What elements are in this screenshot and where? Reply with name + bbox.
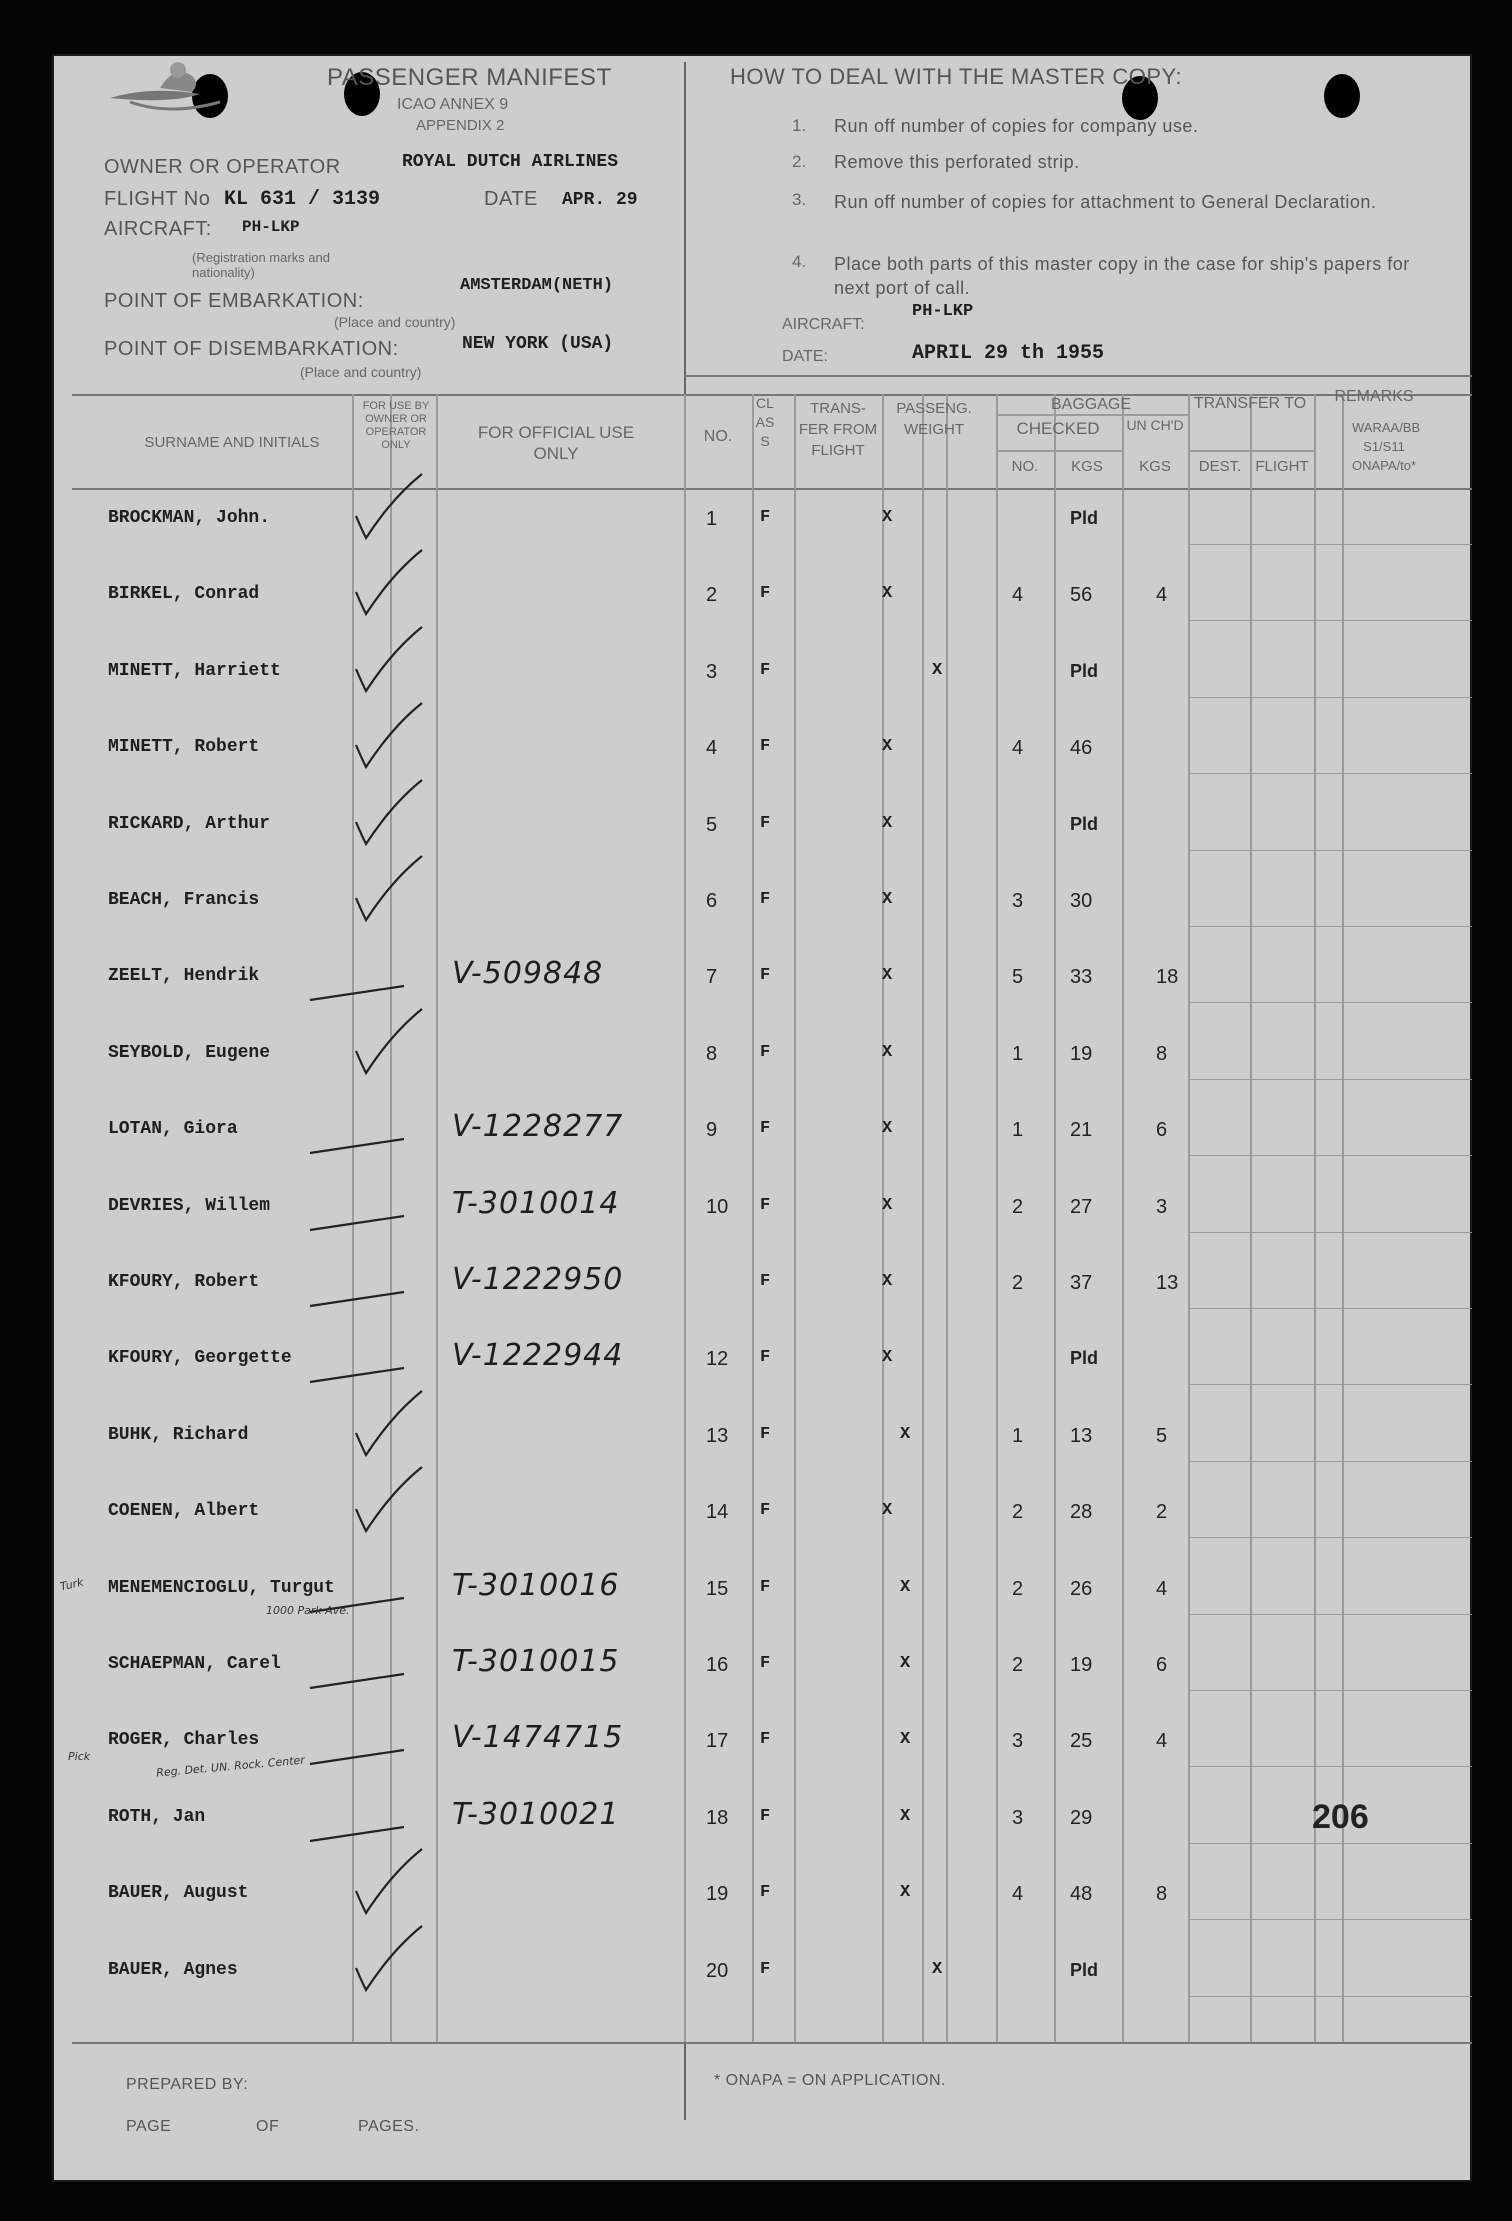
bag-kgs: 26 [1070,1578,1093,1600]
grid-column-line [946,394,948,2042]
seat-number: 15 [706,1578,729,1600]
instruction-number: 4. [792,252,807,271]
grid-column-line [882,394,884,2042]
bag-count: 3 [1012,890,1024,912]
disembark-note: (Place and country) [300,364,422,380]
bag-kgs: 19 [1070,1043,1093,1065]
instruction-text: Remove this perforated strip. [834,152,1080,172]
check-mark-icon [352,468,472,548]
grid-column-line [684,394,686,2042]
official-use-number: V-1222950 [452,1262,624,1297]
passenger-name: MINETT, Harriett [108,661,281,681]
weight-mark: X [900,1730,911,1749]
passenger-name: ROTH, Jan [108,1807,206,1827]
check-mark-icon [308,1089,428,1169]
row-rule [1188,1537,1472,1538]
klm-crest-logo [100,58,240,128]
seat-number: 6 [706,890,718,912]
col-baggage: BAGGAGE [1050,396,1132,413]
class-code: F [760,1960,771,1979]
seat-number: 1 [706,508,718,530]
class-code: F [760,1730,771,1749]
seat-number: 13 [706,1425,729,1447]
row-rule [1188,1232,1472,1233]
seat-number: 4 [706,737,718,759]
class-code: F [760,1348,771,1367]
seat-number: 17 [706,1730,729,1752]
passenger-name: BEACH, Francis [108,890,260,910]
row-rule [1188,850,1472,851]
class-code: F [760,966,771,985]
row-rule [1188,697,1472,698]
bag-count: 1 [1012,1043,1024,1065]
bag-count: 5 [1012,966,1024,988]
instr-date-label: DATE: [782,348,828,365]
col-official: FOR OFFICIAL USE ONLY [477,423,635,463]
passenger-name: DEVRIES, Willem [108,1196,271,1216]
bag-count: 2 [1012,1272,1024,1294]
bag-kgs: 46 [1070,737,1093,759]
official-use-number: V-1222944 [452,1338,624,1373]
passenger-name: ZEELT, Hendrik [108,966,260,986]
class-code: F [760,661,771,680]
bag-kgs: 33 [1070,966,1093,988]
embark-label: POINT OF EMBARKATION: [104,290,364,312]
check-mark-icon [352,544,472,624]
prepared-by-label: PREPARED BY: [126,2076,249,2093]
grid-subheader-line [1188,450,1314,452]
passenger-name: ROGER, Charles [108,1730,260,1750]
grid-subheader-line [996,450,1122,452]
official-use-number: V-1228277 [452,1109,624,1144]
col-surname: SURNAME AND INITIALS [144,434,320,451]
row-rule [1188,1614,1472,1615]
col-transfer-from: TRANS-FER FROM FLIGHT [798,400,878,459]
check-mark-icon [308,1242,428,1322]
unchecked-kgs: 6 [1156,1119,1168,1141]
margin-note-park: 1000 Park Ave. [266,1604,350,1617]
seat-number: 10 [706,1196,729,1218]
date-value: APR. 29 [562,190,638,210]
flight-value: KL 631 / 3139 [224,188,381,211]
official-use-number: T-3010015 [452,1644,620,1679]
passenger-name: BAUER, August [108,1883,249,1903]
grid-column-line [922,394,924,2042]
weight-mark: X [900,1654,911,1673]
disembark-label: POINT OF DISEMBARKATION: [104,338,399,360]
passenger-name: COENEN, Albert [108,1501,260,1521]
weight-mark: X [932,1960,943,1979]
passenger-name: BROCKMAN, John. [108,508,271,528]
passenger-name: MENEMENCIOGLU, Turgut [108,1578,335,1598]
bag-kgs: Pld [1070,814,1099,834]
passenger-name: SCHAEPMAN, Carel [108,1654,281,1674]
bag-count: 3 [1012,1730,1024,1752]
class-code: F [760,1654,771,1673]
col-kgs: KGS [1071,458,1103,475]
col-no: NO. [703,428,733,445]
seat-number: 3 [706,661,718,683]
check-mark-icon [352,1920,472,2000]
seat-number: 8 [706,1043,718,1065]
row-rule [1188,773,1472,774]
row-rule [1188,1155,1472,1156]
weight-mark: X [882,1501,893,1520]
grid-column-line [794,394,796,2042]
unchecked-kgs: 13 [1156,1272,1179,1294]
bag-kgs: Pld [1070,1348,1099,1368]
bag-kgs: 21 [1070,1119,1093,1141]
col-remarks: REMARKS [1334,388,1414,405]
weight-mark: X [882,584,893,603]
passenger-name: BAUER, Agnes [108,1960,238,1980]
flight-label: FLIGHT No [104,188,211,210]
grid-column-line [996,394,998,2042]
margin-note-turk: Turk [58,1575,85,1594]
owner-label: OWNER OR OPERATOR [104,156,341,178]
seat-number: 20 [706,1960,729,1982]
bag-kgs: 28 [1070,1501,1093,1523]
passenger-name: MINETT, Robert [108,737,260,757]
bag-count: 2 [1012,1196,1024,1218]
embark-note: (Place and country) [334,314,456,330]
pages-label: PAGES. [358,2118,420,2135]
official-use-number: T-3010014 [452,1186,620,1221]
col-passenger-weight: PASSENG. WEIGHT [896,400,972,438]
annex-label: ICAO ANNEX 9 [397,96,509,113]
passenger-name: BIRKEL, Conrad [108,584,260,604]
instruction-text: Run off number of copies for attachment to General Declaration. [834,192,1377,212]
class-code: F [760,1272,771,1291]
table-header-rule [72,488,1472,490]
passenger-name: KFOURY, Georgette [108,1348,292,1368]
class-code: F [760,1501,771,1520]
bag-kgs: 30 [1070,890,1093,912]
check-mark-icon [308,1166,428,1246]
row-rule [1188,926,1472,927]
bag-kgs: Pld [1070,1960,1099,1980]
check-mark-icon [308,1700,428,1780]
class-code: F [760,737,771,756]
embark-value: AMSTERDAM(NETH) [460,276,614,295]
grid-column-line [1054,394,1056,2042]
disembark-value: NEW YORK (USA) [462,334,614,354]
unchecked-kgs: 8 [1156,1043,1168,1065]
bag-count: 2 [1012,1654,1024,1676]
bag-kgs: 37 [1070,1272,1093,1294]
passenger-name: KFOURY, Robert [108,1272,260,1292]
bag-count: 1 [1012,1119,1024,1141]
class-code: F [760,1196,771,1215]
check-mark-icon [352,774,472,854]
aircraft-value: PH-LKP [242,218,300,236]
seat-number: 5 [706,814,718,836]
col-for-use: FOR USE BY OWNER OR OPERATOR ONLY [362,400,430,451]
class-code: F [760,1043,771,1062]
header-rule [684,375,1472,377]
instruction-number: 2. [792,152,807,171]
grid-column-line [1188,394,1190,2042]
official-use-number: T-3010016 [452,1568,620,1603]
seat-number: 14 [706,1501,729,1523]
bag-count: 1 [1012,1425,1024,1447]
row-rule [1188,1996,1472,1997]
weight-mark: X [882,1272,893,1291]
col-unchd: UN CH'D [1126,417,1184,433]
row-rule [1188,1919,1472,1920]
seat-number: 16 [706,1654,729,1676]
class-code: F [760,1119,771,1138]
col-remarks-sub: WARAA/BB S1/S11 ONAPA/to* [1352,420,1421,473]
check-mark-icon [352,1461,472,1541]
class-code: F [760,1883,771,1902]
official-use-number: V-509848 [452,956,604,991]
row-rule [1188,1384,1472,1385]
registration-note: (Registration marks and nationality) [192,250,330,280]
appendix-label: APPENDIX 2 [416,117,505,134]
bag-kgs: 56 [1070,584,1093,606]
bag-count: 4 [1012,1883,1024,1905]
instr-aircraft-value: PH-LKP [912,302,974,321]
grid-column-line [1314,394,1316,2042]
unchecked-kgs: 18 [1156,966,1179,988]
class-code: F [760,1578,771,1597]
weight-mark: X [882,1196,893,1215]
weight-mark: X [882,966,893,985]
grid-column-line [1342,394,1344,2042]
unchecked-kgs: 5 [1156,1425,1168,1447]
weight-mark: X [900,1425,911,1444]
unchecked-kgs: 4 [1156,1578,1168,1600]
remarks-number: 206 [1312,1798,1369,1836]
bag-count: 2 [1012,1578,1024,1600]
margin-note-roger: Reg. Det. UN. Rock. Center [155,1753,306,1780]
col-kgs2: KGS [1139,458,1171,475]
weight-mark: X [882,737,893,756]
bag-kgs: 27 [1070,1196,1093,1218]
weight-mark: X [900,1807,911,1826]
unchecked-kgs: 2 [1156,1501,1168,1523]
weight-mark: X [882,890,893,909]
punch-hole [1324,74,1360,118]
row-rule [1188,1308,1472,1309]
passenger-name: RICKARD, Arthur [108,814,271,834]
class-code: F [760,890,771,909]
check-mark-icon [308,1624,428,1704]
page-label: PAGE [126,2118,172,2135]
instructions-title: HOW TO DEAL WITH THE MASTER COPY: [730,64,1183,89]
date-label: DATE [484,188,538,210]
seat-number: 7 [706,966,718,988]
check-mark-icon [352,1385,472,1465]
manifest-sheet [52,54,1472,2182]
class-code: F [760,1425,771,1444]
class-code: F [760,584,771,603]
col-checked: CHECKED [1016,419,1100,438]
instr-date-value: APRIL 29 th 1955 [912,342,1105,365]
grid-column-line [1122,394,1124,2042]
row-rule [1188,620,1472,621]
bag-count: 3 [1012,1807,1024,1829]
grid-column-line [752,394,754,2042]
bag-count: 4 [1012,737,1024,759]
of-label: OF [256,2118,280,2135]
weight-mark: X [900,1883,911,1902]
passenger-name: BUHK, Richard [108,1425,249,1445]
instruction-number: 1. [792,116,807,135]
manifest-title: PASSENGER MANIFEST [327,64,612,91]
unchecked-kgs: 6 [1156,1654,1168,1676]
bag-kgs: 29 [1070,1807,1093,1829]
seat-number: 2 [706,584,718,606]
bag-count: 4 [1012,584,1024,606]
col-class: CLASS [755,395,775,449]
passenger-name: SEYBOLD, Eugene [108,1043,271,1063]
seat-number: 12 [706,1348,729,1370]
unchecked-kgs: 4 [1156,584,1168,606]
official-use-number: T-3010021 [452,1797,620,1832]
weight-mark: X [932,661,943,680]
grid-column-line [1250,394,1252,2042]
check-mark-icon [352,697,472,777]
seat-number: 18 [706,1807,729,1829]
owner-value: ROYAL DUTCH AIRLINES [402,152,619,172]
weight-mark: X [882,1043,893,1062]
col-dest: DEST. [1198,458,1242,475]
col-transfer-to: TRANSFER TO [1193,395,1307,412]
seat-number: 19 [706,1883,729,1905]
unchecked-kgs: 3 [1156,1196,1168,1218]
weight-mark: X [882,814,893,833]
check-mark-icon [352,1003,472,1083]
bag-kgs: Pld [1070,661,1099,681]
aircraft-label: AIRCRAFT: [104,218,212,240]
unchecked-kgs: 8 [1156,1883,1168,1905]
row-rule [1188,544,1472,545]
check-mark-icon [352,621,472,701]
check-mark-icon [352,850,472,930]
seat-number: 9 [706,1119,718,1141]
col-bag-no: NO. [1011,458,1039,475]
instruction-number: 3. [792,190,807,209]
row-rule [1188,1843,1472,1844]
instruction-text: Place both parts of this master copy in the case for ship's papers for next port of call. [834,254,1410,298]
bag-kgs: 25 [1070,1730,1093,1752]
class-code: F [760,814,771,833]
weight-mark: X [882,1348,893,1367]
class-code: F [760,508,771,527]
row-rule [1188,1690,1472,1691]
official-use-number: V-1474715 [452,1720,624,1755]
row-rule [1188,1461,1472,1462]
weight-mark: X [900,1578,911,1597]
instr-aircraft-label: AIRCRAFT: [782,316,865,333]
passenger-name: LOTAN, Giora [108,1119,238,1139]
bag-count: 2 [1012,1501,1024,1523]
bag-kgs: Pld [1070,508,1099,528]
margin-note-pick: Pick [68,1750,91,1763]
bag-kgs: 13 [1070,1425,1093,1447]
bag-kgs: 48 [1070,1883,1093,1905]
bag-kgs: 19 [1070,1654,1093,1676]
instruction-text: Run off number of copies for company use. [834,116,1199,136]
col-flight: FLIGHT [1255,458,1309,475]
table-bottom-rule [72,2042,1472,2044]
row-rule [1188,1766,1472,1767]
check-mark-icon [352,1843,472,1923]
weight-mark: X [882,1119,893,1138]
onapa-footnote: * ONAPA = ON APPLICATION. [714,2072,946,2089]
row-rule [1188,1079,1472,1080]
weight-mark: X [882,508,893,527]
class-code: F [760,1807,771,1826]
row-rule [1188,1002,1472,1003]
unchecked-kgs: 4 [1156,1730,1168,1752]
